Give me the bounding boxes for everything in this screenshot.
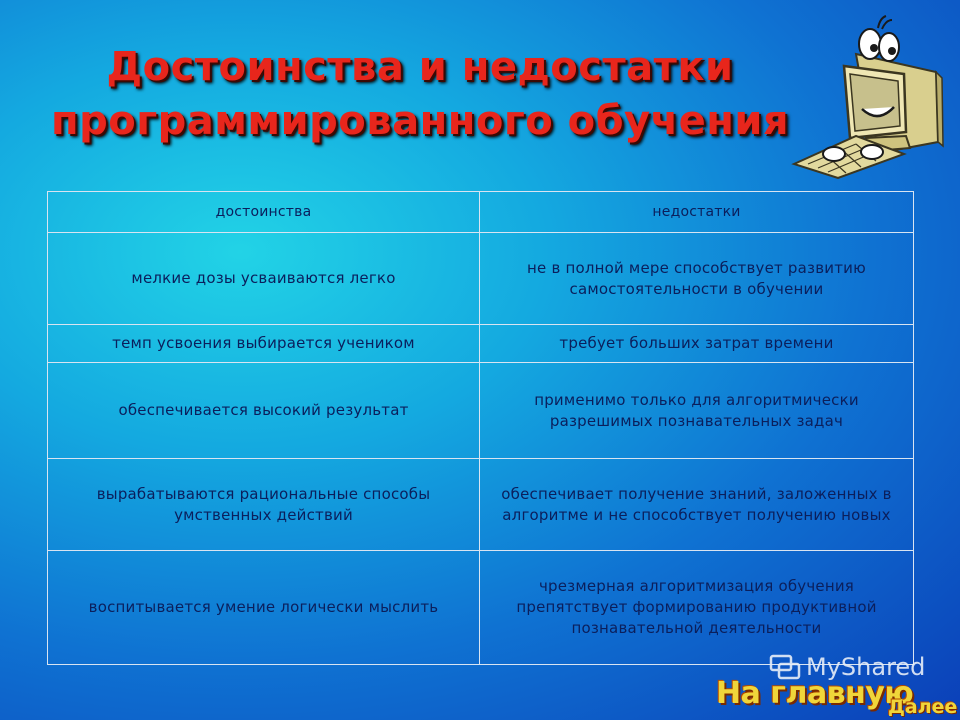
next-button[interactable]: Далее: [888, 696, 958, 718]
con-cell: применимо только для алгоритмически разрешимых познавательных задач: [480, 363, 914, 459]
page-title: [40, 40, 800, 148]
header-pros: достоинства: [48, 192, 480, 233]
pro-cell: темп усвоения выбирается учеником: [48, 325, 480, 363]
title-line-2: программированного обучения: [50, 98, 790, 144]
watermark-text: MyShared: [806, 653, 926, 681]
table-row: [48, 459, 914, 551]
pro-cell: мелкие дозы усваиваются легко: [48, 233, 480, 325]
table-row: [48, 551, 914, 665]
con-cell: требует больших затрат времени: [480, 325, 914, 363]
home-button[interactable]: На главную: [716, 676, 914, 711]
pro-cell: обеспечивается высокий результат: [48, 363, 480, 459]
pro-cell: воспитывается умение логически мыслить: [48, 551, 480, 665]
title-line-1: Достоинства и недостатки: [106, 44, 734, 90]
con-cell: не в полной мере способствует развитию самостоятельности в обучении: [480, 233, 914, 325]
con-cell: обеспечивает получение знаний, заложенных в алгоритме и не способствует получению новых: [480, 459, 914, 551]
comparison-table: [47, 191, 914, 665]
table-row: [48, 363, 914, 459]
pro-cell: вырабатываются рациональные способы умственных действий: [48, 459, 480, 551]
computer-mascot-icon: [786, 14, 946, 179]
con-cell: чрезмерная алгоритмизация обучения препятствует формированию продуктивной познавательной деятельности: [480, 551, 914, 665]
table-row: [48, 233, 914, 325]
table-header-row: [48, 192, 914, 233]
table-row: [48, 325, 914, 363]
header-cons: недостатки: [480, 192, 914, 233]
